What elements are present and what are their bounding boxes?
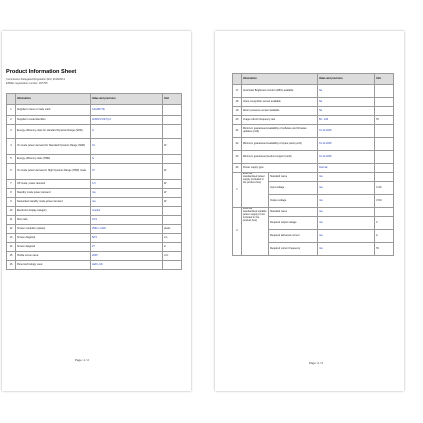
row-unit: Hz	[375, 116, 394, 125]
regulation-reference: Commission Delegated Regulation (EU) 2019/2013	[6, 78, 65, 81]
product-information-table	[6, 93, 182, 270]
product-information-table-continued	[232, 73, 394, 256]
row-information: Size ratio	[16, 216, 91, 225]
row-number: 6	[7, 164, 16, 180]
row-unit	[375, 151, 394, 164]
table-row	[233, 151, 394, 164]
row-unit	[375, 85, 394, 98]
row-information: Energy efficiency class for standard Dynamic Range (SDR)	[16, 125, 91, 139]
page-title: Product Information Sheet	[6, 69, 77, 75]
row-information: Screen diagonal	[16, 234, 91, 243]
row-unit	[375, 164, 394, 173]
table-row	[7, 105, 182, 116]
row-information: Supplier's model identifier	[16, 116, 91, 125]
row-information: Image refresh frequency rate	[242, 116, 318, 125]
row-unit	[375, 138, 394, 151]
row-unit: W	[163, 164, 182, 180]
psu-unit: V	[375, 217, 394, 230]
row-unit: W	[163, 180, 182, 189]
row-information: Supplier's name or trade mark	[16, 105, 91, 116]
row-number: 7	[7, 180, 16, 189]
row-information: On mode power demand in High Dynamic Range (HDR) mode	[16, 164, 91, 180]
header-no	[233, 74, 242, 85]
row-information: Minimum guaranteed product support (until)	[242, 151, 318, 164]
header-no	[7, 94, 16, 105]
table-row	[7, 180, 182, 189]
psu-value: n/a	[318, 217, 375, 230]
row-value: n/a	[91, 198, 163, 207]
page-number: Page: 1 / 2	[75, 358, 89, 362]
psu-parameter: Output voltage	[269, 195, 318, 208]
psu-unit	[375, 173, 394, 182]
psu-value: n/a	[318, 182, 375, 195]
header-information: Information	[242, 74, 318, 85]
row-number: 12	[7, 225, 16, 234]
row-value: n/a	[91, 189, 163, 198]
row-information: Screen resolution (pixels)	[16, 225, 91, 234]
row-number: 9	[7, 198, 16, 207]
row-number: 11	[7, 216, 16, 225]
psu-parameter: Standard name	[269, 173, 318, 182]
document-page-1	[2, 31, 191, 391]
row-unit	[375, 107, 394, 116]
table-row	[7, 125, 182, 139]
row-value: 2560 x 1440	[91, 225, 163, 234]
row-value: 68.5	[91, 234, 163, 243]
row-number: 23	[233, 151, 242, 164]
row-information: Electronic display category	[16, 207, 91, 216]
row-value: Internal	[318, 164, 375, 173]
table-row	[7, 234, 182, 243]
row-value: monitor	[91, 207, 163, 216]
row-value: GIGABYTE	[91, 105, 163, 116]
row-unit	[163, 155, 182, 164]
external-psu-row	[233, 173, 394, 182]
psu-value: n/a	[318, 173, 375, 182]
psu-block-label: External standardised suitable power supply (if not included in the product box)	[242, 208, 269, 256]
row-value: 2005	[91, 252, 163, 261]
row-value: No	[318, 85, 375, 98]
table-row	[233, 116, 394, 125]
row-information: Automatic Brightness Control (ABC) available	[242, 85, 318, 98]
row-value: 31.12.2025	[318, 138, 375, 151]
row-value: No	[318, 98, 375, 107]
row-information: Networked standby mode power demand	[16, 198, 91, 207]
row-information: On mode power demand for Standard Dynamic Range (SDR)	[16, 139, 91, 155]
row-number: 20	[233, 116, 242, 125]
row-unit: W	[163, 189, 182, 198]
table-row	[233, 138, 394, 151]
psu-unit: A	[375, 230, 394, 243]
row-value: 31.12.2025	[318, 125, 375, 138]
table-row	[7, 155, 182, 164]
psu-value: n/a	[318, 208, 375, 217]
row-value: G	[91, 155, 163, 164]
row-number: 17	[233, 85, 242, 98]
table-row	[7, 225, 182, 234]
row-value: No	[318, 107, 375, 116]
row-number: 18	[233, 98, 242, 107]
psu-value: n/a	[318, 195, 375, 208]
table-row	[7, 207, 182, 216]
row-number: 4	[7, 139, 16, 155]
psu-parameter: Standard name	[269, 208, 318, 217]
row-number: 15	[7, 252, 16, 261]
psu-unit: Hz	[375, 243, 394, 256]
psu-parameter: Required delivered current	[269, 230, 318, 243]
table-row	[7, 189, 182, 198]
document-page-2	[215, 31, 404, 391]
row-unit	[163, 216, 182, 225]
row-unit: cm²	[163, 252, 182, 261]
psu-parameter: Required current frequency	[269, 243, 318, 256]
row-number: 3	[7, 125, 16, 139]
psu-unit: V AC	[375, 182, 394, 195]
row-unit: pixels	[163, 225, 182, 234]
table-header-row	[233, 74, 394, 85]
row-number: 21	[233, 125, 242, 138]
row-number: 5	[7, 155, 16, 164]
row-information: Panel technology used	[16, 261, 91, 270]
row-unit	[163, 116, 182, 125]
table-row	[233, 85, 394, 98]
header-value: Value and precision	[318, 74, 375, 85]
row-value: 31.12.2025	[318, 151, 375, 164]
row-value: 0.3	[91, 180, 163, 189]
header-unit: Unit	[163, 94, 182, 105]
row-unit: W	[163, 139, 182, 155]
row-number: 13	[7, 234, 16, 243]
eprel-registration-number: EPREL registration number: 367755	[6, 82, 48, 85]
row-number: 8	[7, 189, 16, 198]
row-number: 2	[7, 116, 16, 125]
row-information: Visible screen area	[16, 252, 91, 261]
table-row	[7, 116, 182, 125]
header-unit: Unit	[375, 74, 394, 85]
suitable-psu-row	[233, 208, 394, 217]
psu-block-number: 2	[233, 208, 242, 256]
row-unit	[163, 125, 182, 139]
psu-value: n/a	[318, 230, 375, 243]
table-row	[7, 216, 182, 225]
row-value: 60 - 240	[318, 116, 375, 125]
row-number: 14	[7, 243, 16, 252]
row-information: Energy efficiency class (HDR)	[16, 155, 91, 164]
row-information: Minimum guaranteed availability of spare parts (until)	[242, 138, 318, 151]
row-information: Off mode, power demand	[16, 180, 91, 189]
table-row	[7, 261, 182, 270]
row-value: 37	[91, 164, 163, 180]
table-row	[233, 125, 394, 138]
row-unit	[375, 125, 394, 138]
row-information: Screen diagonal	[16, 243, 91, 252]
row-number: 16	[7, 261, 16, 270]
row-number: 19	[233, 107, 242, 116]
row-unit	[163, 261, 182, 270]
row-value: 27	[91, 243, 163, 252]
table-row	[7, 252, 182, 261]
row-value: LED LCD	[91, 261, 163, 270]
row-information: Power supply type:	[242, 164, 318, 173]
header-information: Information	[16, 94, 91, 105]
page-number: Page: 2 / 2	[309, 361, 323, 365]
row-value: AORUS FI27Q-X	[91, 116, 163, 125]
row-number: 1	[7, 105, 16, 116]
table-row	[7, 243, 182, 252]
row-unit	[375, 98, 394, 107]
psu-unit: V DC	[375, 195, 394, 208]
table-header-row	[7, 94, 182, 105]
row-unit: in	[163, 243, 182, 252]
psu-unit	[375, 208, 394, 217]
psu-parameter: Input voltage	[269, 182, 318, 195]
table-row	[233, 164, 394, 173]
row-value: 31	[91, 139, 163, 155]
row-value: 16:9	[91, 216, 163, 225]
psu-block-label: External standardised power supply (included in the product box)	[242, 173, 269, 208]
row-value: G	[91, 125, 163, 139]
row-number: 24	[233, 164, 242, 173]
row-unit	[163, 105, 182, 116]
row-information: Minimum guaranteed availability of software and firmware updates (until)	[242, 125, 318, 138]
header-value: Value and precision	[91, 94, 163, 105]
row-information: Room presence sensor available	[242, 107, 318, 116]
table-row	[233, 98, 394, 107]
table-row	[7, 164, 182, 180]
row-information: Standby mode power demand	[16, 189, 91, 198]
table-row	[7, 139, 182, 155]
row-number: 22	[233, 138, 242, 151]
psu-block-number: 1	[233, 173, 242, 208]
psu-value: n/a	[318, 243, 375, 256]
table-row	[233, 107, 394, 116]
table-row	[7, 198, 182, 207]
row-unit	[163, 207, 182, 216]
psu-parameter: Required output voltage	[269, 217, 318, 230]
row-number: 10	[7, 207, 16, 216]
row-unit: cm	[163, 234, 182, 243]
row-information: Voice recognition sensor available	[242, 98, 318, 107]
row-unit: W	[163, 198, 182, 207]
